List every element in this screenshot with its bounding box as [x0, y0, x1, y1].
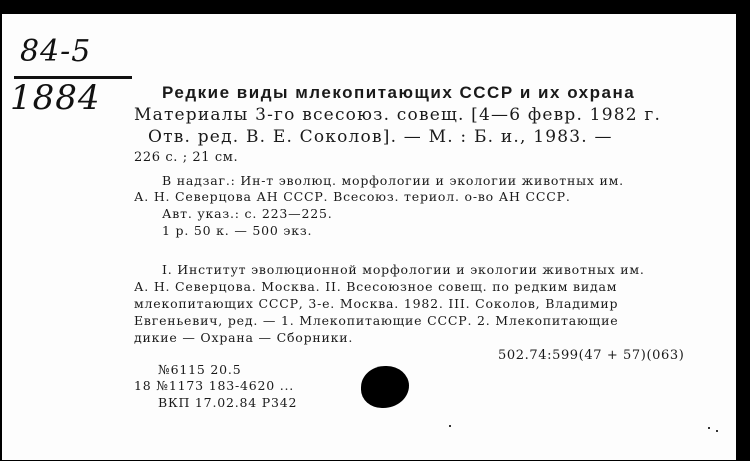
card-subject-line-5: дикие — Охрана — Сборники.: [134, 330, 354, 345]
card-author-index: Авт. указ.: с. 223—225.: [162, 206, 333, 221]
ink-blot: [361, 366, 409, 408]
handwritten-number: 1884: [10, 78, 101, 118]
card-pages-line: 226 с. ; 21 см.: [134, 150, 239, 165]
card-number-line-1: №6115 20.5: [158, 362, 242, 377]
catalog-card: [2, 14, 736, 460]
speck: [716, 430, 718, 432]
card-subject-line-2: А. Н. Северцова. Москва. II. Всесоюзное совещ. по редким видам: [134, 279, 618, 294]
card-title: Редкие виды млекопитающих СССР и их охрана: [162, 83, 636, 102]
card-subject-line-1: I. Институт эволюционной морфологии и экологии животных им.: [162, 262, 645, 277]
speck: [449, 425, 451, 427]
card-issuer-line-2: А. Н. Северцова АН СССР. Всесоюз. териол. о-во АН СССР.: [134, 189, 571, 204]
card-price: 1 р. 50 к. — 500 экз.: [162, 223, 313, 238]
card-materials-line: Материалы 3-го всесоюз. совещ. [4—6 февр. 1982 г.: [134, 105, 662, 125]
speck: [708, 427, 710, 429]
card-subject-line-4: Евгеньевич, ред. — 1. Млекопитающие СССР. 2. Млекопитающие: [134, 313, 619, 328]
card-number-line-2: 18 №1173 183-4620 ...: [134, 378, 295, 393]
card-issuer-line-1: В надзаг.: Ин-т эволюц. морфологии и экологии животных им.: [162, 173, 624, 188]
card-number-line-3: ВКП 17.02.84 Р342: [158, 395, 298, 410]
card-subject-line-3: млекопитающих СССР, 3-е. Москва. 1982. III. Соколов, Владимир: [134, 296, 619, 311]
card-editor-line: Отв. ред. В. Е. Соколов]. — М. : Б. и., 1983. —: [148, 127, 613, 147]
handwritten-shelf-mark: 84-5: [20, 34, 92, 69]
card-classification: 502.74:599(47 + 57)(063): [498, 348, 685, 363]
